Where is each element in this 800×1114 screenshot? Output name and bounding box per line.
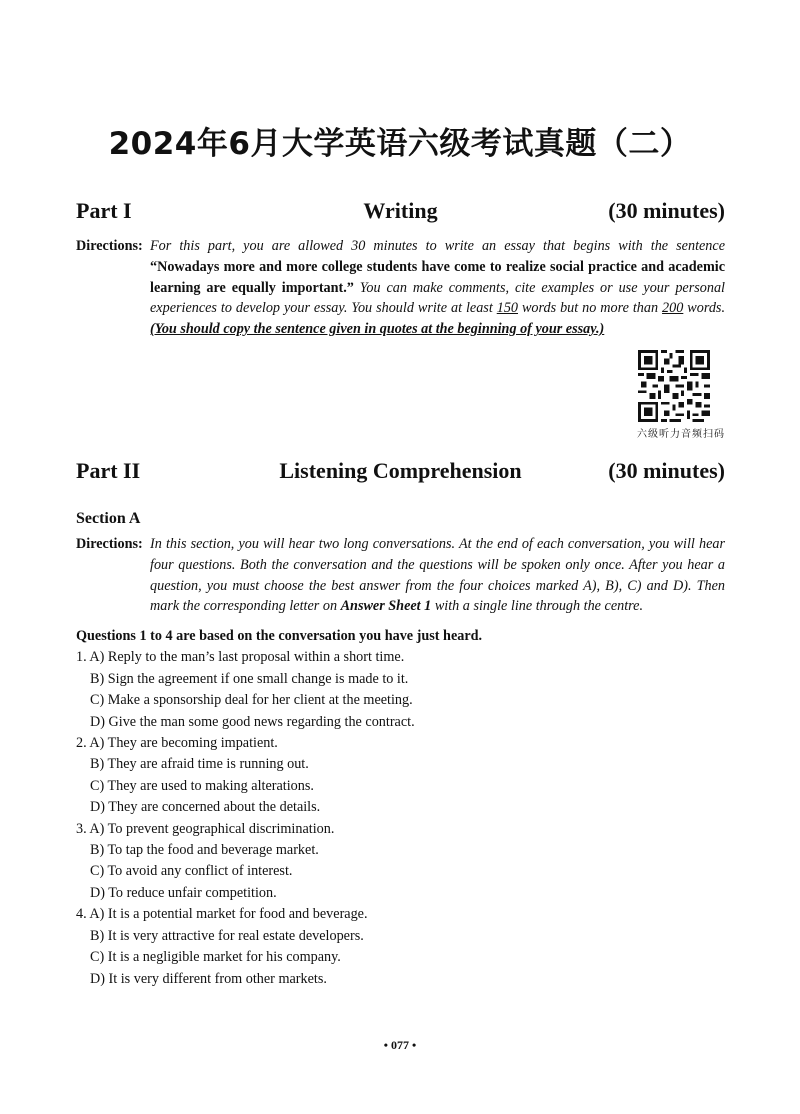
max-words: 200 — [662, 300, 684, 317]
question-option: C) It is a negligible market for his company. — [90, 949, 341, 966]
part-2-header — [76, 458, 725, 490]
question-option: C) They are used to making alterations. — [90, 777, 314, 794]
part-1-name: Writing — [363, 198, 438, 223]
question-2 — [76, 733, 726, 819]
question-option: B) They are afraid time is running out. — [90, 756, 309, 773]
question-option: D) Give the man some good news regarding the contract. — [90, 713, 415, 730]
answer-sheet-ref: Answer Sheet 1 — [340, 598, 432, 615]
part-1-label: Part I — [76, 198, 132, 223]
question-4 — [76, 904, 726, 990]
copy-instruction: (You should copy the sentence given in quotes at the beginning of your essay.) — [150, 321, 605, 338]
question-option: 3. A) To prevent geographical discrimination. — [76, 820, 335, 837]
page-number: • 077 • — [383, 1038, 417, 1052]
question-option: C) To avoid any conflict of interest. — [90, 863, 293, 880]
question-option: 4. A) It is a potential market for food and beverage. — [76, 906, 368, 923]
directions-text — [150, 236, 725, 340]
question-option: 1. A) Reply to the man’s last proposal within a short time. — [76, 649, 405, 666]
directions-body-3: words. — [683, 300, 725, 317]
directions-intro: For this part, you are allowed 30 minutes to write an essay that begins with the sentence — [150, 238, 725, 254]
question-3 — [76, 819, 726, 905]
questions-heading: Questions 1 to 4 are based on the conversation you have just heard. — [76, 628, 483, 644]
directions-label: Directions: — [76, 536, 143, 552]
part-1-time: (30 minutes) — [608, 198, 725, 223]
directions-label: Directions: — [76, 238, 143, 254]
directions-end: with a single line through the centre. — [431, 598, 643, 615]
min-words: 150 — [496, 300, 518, 317]
essay-prompt-sentence: “Nowadays more and more college students have come to realize social practice and academic learning are equally important.” — [150, 258, 725, 296]
question-1 — [76, 647, 726, 733]
directions-body: You can make comments, cite examples or use your personal experiences to develop your essay. You should write at least — [150, 279, 725, 317]
part-1-header — [76, 198, 725, 230]
qr-code-icon[interactable] — [638, 350, 710, 422]
section-a-title: Section A — [76, 510, 141, 527]
question-option: D) It is very different from other markets. — [90, 970, 327, 987]
directions-text — [150, 534, 725, 617]
part-2-time: (30 minutes) — [608, 458, 725, 483]
directions-body-2: words but no more than — [518, 300, 663, 317]
qr-caption: 六级听力音频扫码 — [637, 429, 725, 440]
question-option: D) To reduce unfair competition. — [90, 884, 277, 901]
questions-block — [76, 626, 726, 990]
part-1-directions — [76, 236, 725, 340]
question-option: 2. A) They are becoming impatient. — [76, 735, 278, 752]
section-a-directions — [76, 534, 725, 617]
page-title: 2024年6月大学英语六级考试真题（二） — [108, 126, 692, 162]
directions-body: In this section, you will hear two long conversations. At the end of each conversation, you will hear four questions. Both the conversation and the questions will be spoken only once. After you hear a question, you must choose the best answer from the four choices marked A), B), C) and D). Then mark the corresponding letter on — [150, 536, 725, 615]
part-2-name: Listening Comprehension — [279, 458, 522, 483]
question-option: D) They are concerned about the details. — [90, 799, 321, 816]
question-option: C) Make a sponsorship deal for her client at the meeting. — [90, 692, 413, 709]
question-option: B) Sign the agreement if one small change is made to it. — [90, 670, 409, 687]
question-option: B) It is very attractive for real estate developers. — [90, 927, 364, 944]
part-2-label: Part II — [76, 458, 141, 483]
question-option: B) To tap the food and beverage market. — [90, 842, 319, 859]
